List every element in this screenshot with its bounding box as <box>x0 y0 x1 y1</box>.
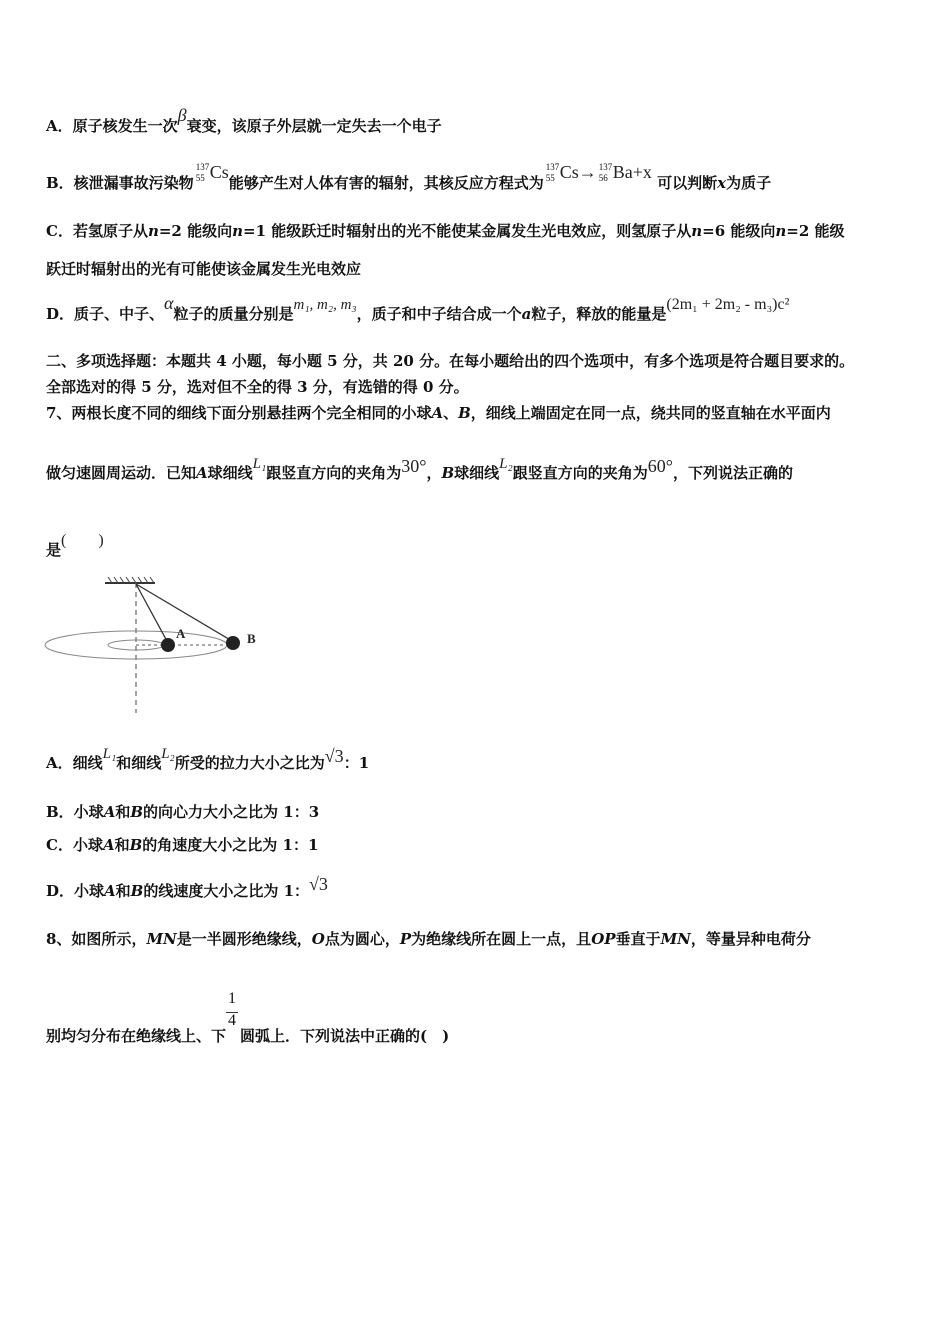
conical-pendulum-diagram <box>40 575 280 715</box>
atomic-number: 55 <box>545 173 555 183</box>
mass-number: 137 <box>598 162 613 172</box>
q8-line2: 别均匀分布在绝缘线上、下 $\frac{1}{4}$ 圆弧上．下列说法中正确的( ) <box>46 990 450 1045</box>
label-a: A <box>176 626 186 641</box>
option-c-q6-line1: C．若氢原子从n=2 能级向n=1 能级跃迁时辐射出的光不能使某金属发生光电效应，则氢原子从n=6 能级向n=2 能级 <box>46 222 845 240</box>
q7-line2: 做匀速圆周运动．已知A球细线L₁跟竖直方向的夹角为30°，B球细线L₂跟竖直方向的夹角为60°，下列说法正确的 <box>46 456 793 482</box>
option-b-q6 <box>46 162 772 193</box>
ball-b <box>226 636 240 650</box>
masses-expr: m₁, m₂, m₃ <box>293 297 357 313</box>
atomic-number: 55 <box>195 173 205 183</box>
q7-line1: 7、两根长度不同的细线下面分别悬挂两个完全相同的小球A、B，细线上端固定在同一点，绕共同的竖直轴在水平面内 <box>46 404 831 422</box>
q7-option-c: C．小球A和B的角速度大小之比为 1：1 <box>46 836 319 854</box>
section-header-line1: 二、多项选择题：本题共 4 小题，每小题 5 分，共 20 分。在每小题给出的四个选项中，有多个选项是符合题目要求的。 <box>46 352 855 370</box>
section-header-line2: 全部选对的得 5 分，选对但不全的得 3 分，有选错的得 0 分。 <box>46 378 469 396</box>
option-text: B．核泄漏事故污染物 <box>46 174 194 192</box>
q7-option-d: D．小球A和B的线速度大小之比为 1：√3 <box>46 874 328 900</box>
n-variable: n <box>691 222 703 240</box>
option-text: 为质子 <box>726 174 772 192</box>
n-variable: n <box>147 222 159 240</box>
n-variable: n <box>775 222 787 240</box>
sqrt3: √3 <box>324 746 344 766</box>
a-variable: a <box>521 305 532 323</box>
q7-option-a: A．细线L₁和细线L₂所受的拉力大小之比为√3：1 <box>46 746 370 772</box>
ceiling-mount <box>105 577 155 583</box>
sqrt3: √3 <box>309 874 328 894</box>
angle-60: 60° <box>647 456 673 476</box>
mass-number: 137 <box>545 162 560 172</box>
q8-line1: 8、如图所示，MN是一半圆形绝缘线，O点为圆心，P为绝缘线所在圆上一点，且OP垂直于MN，等量异种电荷分 <box>46 930 811 948</box>
option-text: A．原子核发生一次 <box>46 117 178 135</box>
cesium-symbol: Cs <box>559 162 579 182</box>
L1-symbol: L₁ <box>252 456 267 472</box>
option-a-q6 <box>46 105 442 136</box>
alpha-symbol: α <box>164 293 174 313</box>
L2-symbol: L₂ <box>499 456 513 472</box>
energy-expr: (2m₁ + 2m₂ - m₃)c² <box>666 296 790 313</box>
label-b: B <box>247 631 256 646</box>
mass-number: 137 <box>195 162 210 172</box>
ball-a <box>161 638 175 652</box>
barium-product: Ba+x <box>612 162 652 182</box>
option-text: 衰变，该原子外层就一定失去一个电子 <box>186 117 442 135</box>
angle-30: 30° <box>401 456 427 476</box>
q7-line3: 是( ) <box>46 532 104 559</box>
cesium-symbol: Cs <box>209 162 229 182</box>
reaction-arrow: → <box>578 162 597 182</box>
option-text: 能够产生对人体有害的辐射，其核反应方程式为 <box>228 174 544 192</box>
x-variable: x <box>717 174 727 192</box>
option-d-q6: D．质子、中子、α粒子的质量分别是m₁, m₂, m₃，质子和中子结合成一个a粒子，释放的能量是(2m₁ + 2m₂ - m₃)c² <box>46 293 790 323</box>
option-text: 可以判断 <box>657 174 718 192</box>
beta-symbol: β <box>177 105 187 125</box>
option-c-q6-line2: 跃迁时辐射出的光有可能使该金属发生光电效应 <box>46 260 362 278</box>
atomic-number: 56 <box>598 173 608 183</box>
q7-option-b: B．小球A和B的向心力大小之比为 1：3 <box>46 803 320 821</box>
one-quarter-fraction: $\frac{1}{4}$ <box>228 990 237 1029</box>
answer-paren: ( ) <box>61 532 104 549</box>
n-variable: n <box>232 222 243 240</box>
